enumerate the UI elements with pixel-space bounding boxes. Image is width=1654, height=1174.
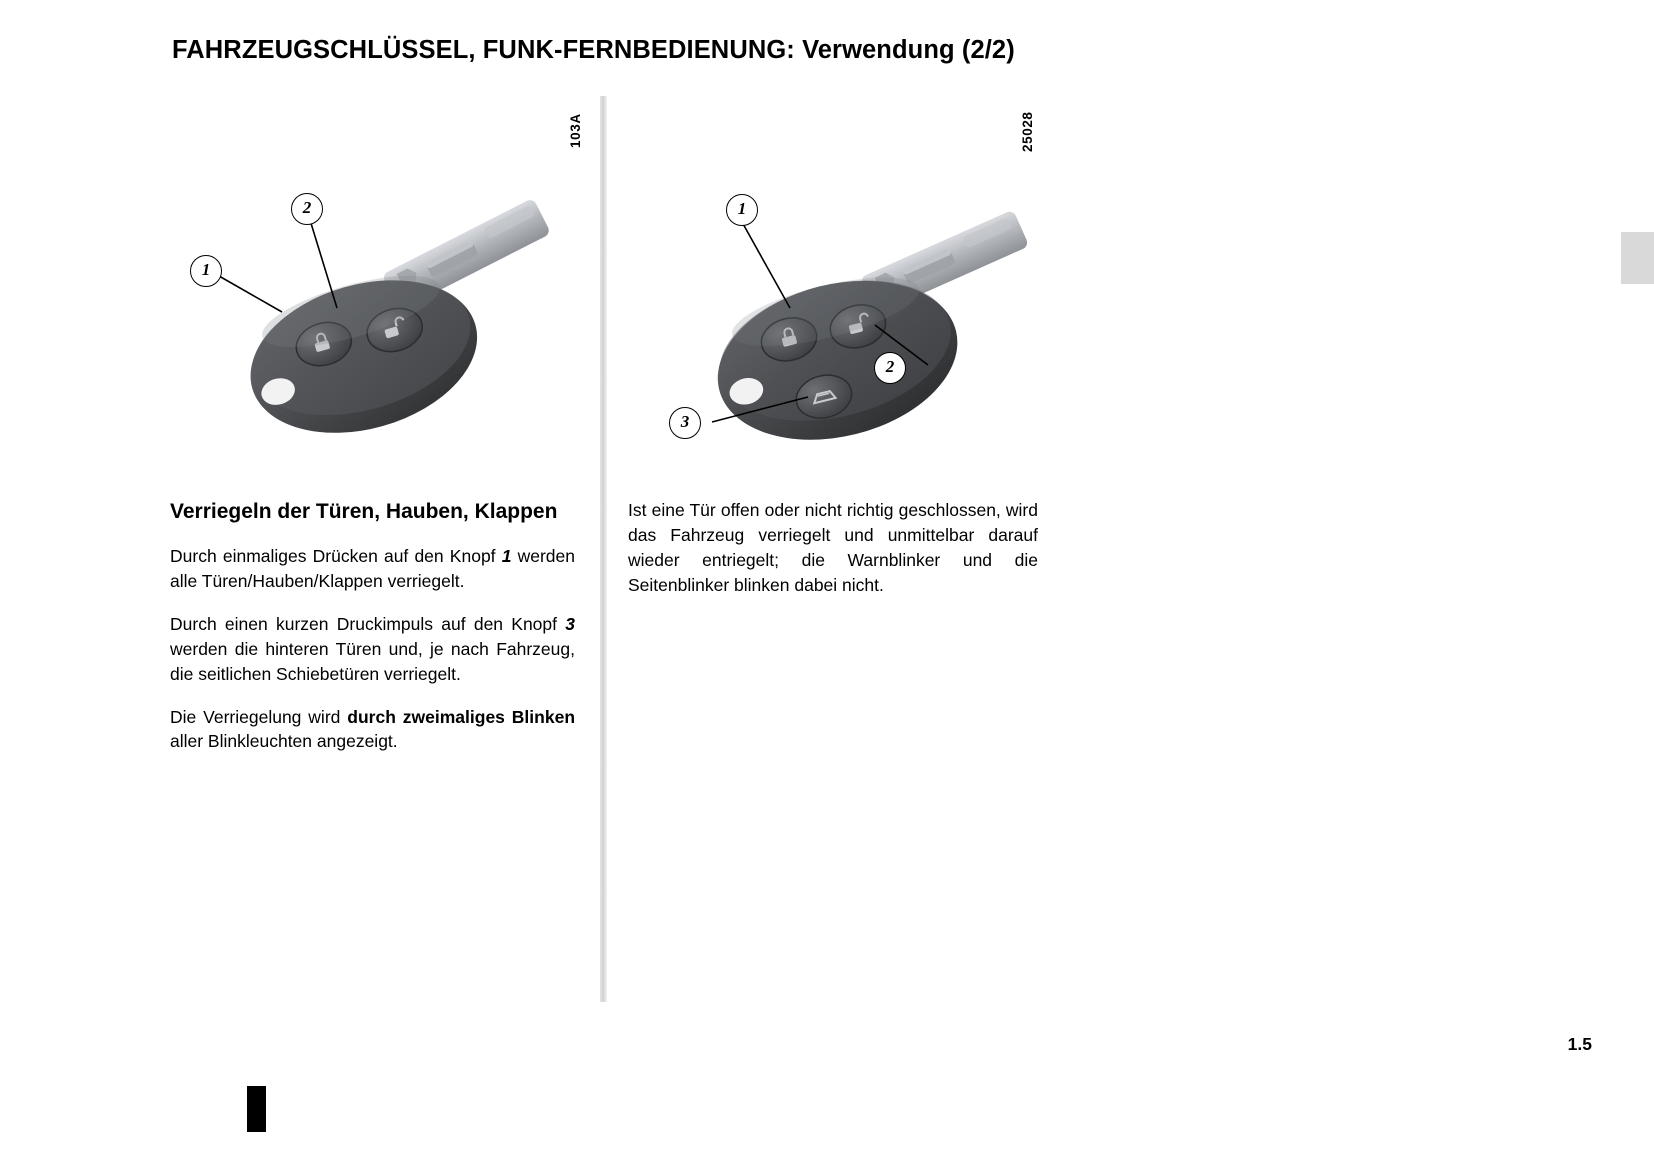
- paragraph-lock-doors: [170, 544, 575, 594]
- figure-key-3-button: [640, 160, 1060, 460]
- button-ref-1: 1: [501, 546, 512, 567]
- section-heading: Verriegeln der Türen, Hauben, Klappen: [170, 500, 558, 523]
- paragraph-text: Die Verriegelung wird: [170, 706, 348, 727]
- callout-2: 2: [291, 193, 323, 225]
- paragraph-indicator-flash: [170, 705, 575, 755]
- column-divider: [600, 96, 607, 1002]
- callout-3: 3: [669, 407, 701, 439]
- paragraph-text: werden alle Türen/Hauben/Klappen verriegelt.: [170, 546, 575, 592]
- paragraph-text: Durch einen kurzen Druckimpuls auf den Knopf: [170, 614, 566, 635]
- page-title: [172, 36, 1015, 65]
- right-text-column: [628, 498, 1038, 597]
- callout-1: 1: [190, 255, 222, 287]
- footer-marker: [247, 1086, 266, 1132]
- callout-1: 1: [726, 194, 758, 226]
- callout-2: 2: [874, 352, 906, 384]
- page-edge-tab: [1621, 232, 1654, 284]
- key-3-button-illustration: [640, 160, 1060, 460]
- figure-code-left: 103A: [568, 113, 583, 148]
- left-text-column: [170, 498, 575, 754]
- button-ref-3: 3: [565, 614, 575, 635]
- emphasis-twice-flash: durch zweimaliges Blinken: [347, 706, 576, 727]
- key-2-button-illustration: [170, 160, 570, 460]
- figure-key-2-button: [170, 160, 570, 460]
- paragraph-text: aller Blinkleuchten angezeigt.: [170, 731, 398, 752]
- page-number: 1.5: [1567, 1034, 1592, 1054]
- paragraph-text: Durch einmaliges Drücken auf den Knopf: [170, 546, 502, 567]
- page-title-main: FAHRZEUGSCHLÜSSEL, FUNK-FERNBEDIENUNG:: [172, 36, 795, 64]
- paragraph-door-open-warning: Ist eine Tür offen oder nicht richtig geschlossen, wird das Fahrzeug verriegelt und unmittelbar darauf wieder entriegelt; die Warnblinker und die Seitenblinker blinken dabei nicht.: [628, 500, 1038, 595]
- paragraph-text: werden die hinteren Türen und, je nach Fahrzeug, die seitlichen Schiebetüren verriegelt.: [170, 638, 575, 684]
- paragraph-rear-doors: [170, 612, 575, 687]
- figure-code-right: 25028: [1020, 111, 1035, 152]
- page-title-sub: Verwendung (2/2): [794, 36, 1015, 64]
